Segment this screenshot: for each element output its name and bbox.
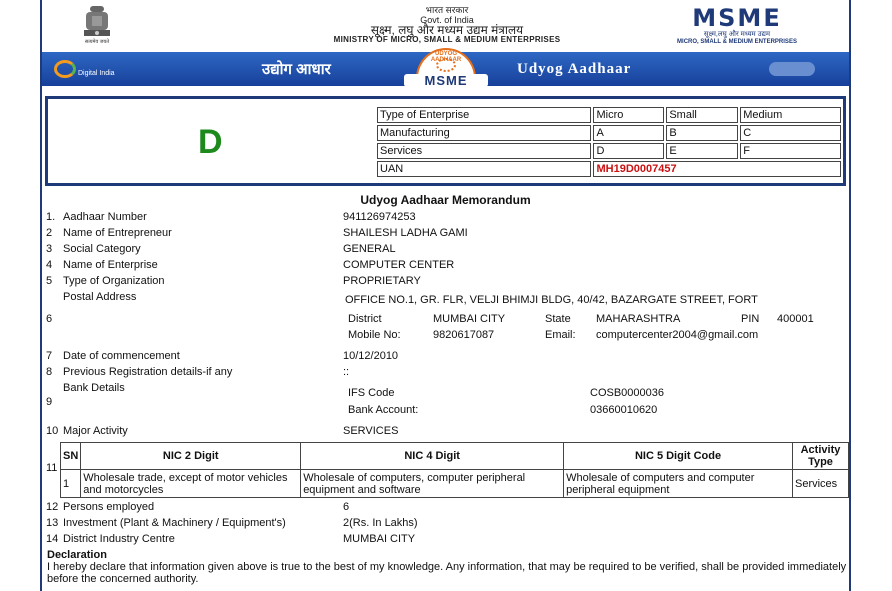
declaration-text: I hereby declare that information given above is true to the best of my knowledge. Any information, that may be required to be verified, shall be provided immediately before the concerned authority. bbox=[47, 561, 847, 585]
table-cell: Services bbox=[377, 143, 591, 159]
column-header: NIC 5 Digit Code bbox=[564, 443, 793, 470]
field-number: 7 bbox=[46, 350, 53, 362]
emblem-caption: सत्यमेव जयते bbox=[84, 39, 110, 45]
mobile-label: Mobile No: bbox=[348, 329, 401, 341]
uan-label: UAN bbox=[377, 161, 591, 177]
field-number: 14 bbox=[46, 533, 59, 545]
field-number: 5 bbox=[46, 275, 53, 287]
field-number: 8 bbox=[46, 366, 53, 378]
table-cell: Services bbox=[792, 470, 848, 498]
digital-india-text: Digital India bbox=[78, 70, 115, 77]
mobile-value: 9820617087 bbox=[433, 329, 495, 341]
account-label: Bank Account: bbox=[348, 404, 419, 416]
govt-english: Govt. of India bbox=[420, 15, 474, 25]
table-header-row bbox=[61, 443, 849, 470]
field-value: 10/12/2010 bbox=[343, 350, 399, 362]
msme-logo bbox=[662, 6, 812, 45]
table-cell: B bbox=[666, 125, 738, 141]
table-cell: Small bbox=[666, 107, 738, 123]
field-label: Aadhaar Number bbox=[63, 211, 147, 223]
column-header: Activity Type bbox=[792, 443, 848, 470]
table-row bbox=[377, 107, 841, 123]
district-value: MUMBAI CITY bbox=[433, 313, 506, 325]
table-row bbox=[377, 143, 841, 159]
email-value: computercenter2004@gmail.com bbox=[596, 329, 759, 341]
logo-arc-text: UDYOG AADHAAR bbox=[430, 51, 462, 63]
field-value: 2(Rs. In Lakhs) bbox=[343, 517, 418, 529]
account-value: 03660010620 bbox=[590, 404, 658, 416]
enterprise-classification-box bbox=[45, 96, 846, 186]
digital-india-logo bbox=[54, 58, 134, 80]
table-cell: 1 bbox=[61, 470, 81, 498]
table-cell: Wholesale of computers and computer peripheral equipment bbox=[564, 470, 793, 498]
field-number: 4 bbox=[46, 259, 53, 271]
field-value: PROPRIETARY bbox=[343, 275, 421, 287]
enterprise-type-table bbox=[375, 105, 843, 179]
field-label: Postal Address bbox=[63, 291, 137, 303]
ministry-english: MINISTRY OF MICRO, SMALL & MEDIUM ENTERPRISES bbox=[333, 35, 561, 44]
pin-label: PIN bbox=[741, 313, 760, 325]
email-label: Email: bbox=[545, 329, 576, 341]
table-cell: Wholesale of computers, computer peripheral equipment and software bbox=[301, 470, 564, 498]
field-label: Investment (Plant & Machinery / Equipment's) bbox=[63, 517, 286, 529]
field-label: Name of Entrepreneur bbox=[63, 227, 172, 239]
table-cell: Micro bbox=[593, 107, 664, 123]
field-label: Major Activity bbox=[63, 425, 128, 437]
msme-logo-text: MSME bbox=[692, 4, 782, 32]
field-number: 9 bbox=[46, 396, 53, 408]
field-value: COMPUTER CENTER bbox=[343, 259, 455, 271]
field-label: Type of Organization bbox=[63, 275, 165, 287]
ifs-label: IFS Code bbox=[348, 387, 395, 399]
digital-india-icon bbox=[54, 60, 76, 78]
field-label: Persons employed bbox=[63, 501, 155, 513]
table-row bbox=[377, 125, 841, 141]
certificate-page bbox=[40, 0, 851, 591]
column-header: NIC 2 Digit bbox=[81, 443, 301, 470]
state-label: State bbox=[545, 313, 571, 325]
ifs-value: COSB0000036 bbox=[590, 387, 664, 399]
field-number: 12 bbox=[46, 501, 59, 513]
udyog-aadhaar-logo bbox=[404, 48, 488, 88]
table-cell: F bbox=[740, 143, 841, 159]
field-label: Previous Registration details-if any bbox=[63, 366, 233, 378]
table-cell: A bbox=[593, 125, 664, 141]
table-cell: D bbox=[593, 143, 664, 159]
field-number: 1. bbox=[46, 211, 56, 223]
make-in-india-logo bbox=[769, 62, 815, 76]
declaration-heading: Declaration bbox=[47, 549, 107, 561]
banner-title-hindi: उद्योग आधार bbox=[262, 61, 331, 78]
pin-value: 400001 bbox=[777, 313, 814, 325]
field-label: Social Category bbox=[63, 243, 141, 255]
field-value: 6 bbox=[343, 501, 350, 513]
state-value: MAHARASHTRA bbox=[596, 313, 681, 325]
field-value: GENERAL bbox=[343, 243, 396, 255]
column-header: SN bbox=[61, 443, 81, 470]
uan-value: MH19D0007457 bbox=[593, 161, 841, 177]
field-number: 11 bbox=[46, 462, 58, 474]
field-label: Date of commencement bbox=[63, 350, 180, 362]
banner-title-english: Udyog Aadhaar bbox=[517, 61, 632, 77]
field-label: Bank Details bbox=[63, 382, 125, 394]
udyog-aadhaar-banner bbox=[42, 52, 849, 86]
nic-code-table bbox=[60, 442, 849, 498]
field-number: 3 bbox=[46, 243, 53, 255]
uan-row bbox=[377, 161, 841, 177]
field-value: SERVICES bbox=[343, 425, 399, 437]
header bbox=[42, 0, 849, 52]
government-title bbox=[302, 5, 592, 45]
field-value: 941126974253 bbox=[343, 211, 416, 223]
msme-sub-hindi: सूक्ष्म,लघु और मध्यम उद्यम bbox=[703, 31, 771, 38]
govt-hindi: भारत सरकार bbox=[425, 5, 469, 15]
field-label: Name of Enterprise bbox=[63, 259, 158, 271]
field-number: 13 bbox=[46, 517, 59, 529]
table-cell: Medium bbox=[740, 107, 841, 123]
district-label: District bbox=[348, 313, 382, 325]
msme-sub-english: MICRO, SMALL & MEDIUM ENTERPRISES bbox=[677, 39, 797, 45]
table-cell: C bbox=[740, 125, 841, 141]
category-letter: D bbox=[198, 123, 223, 161]
table-row bbox=[61, 470, 849, 498]
ministry-hindi: सूक्ष्म, लघु और मध्यम उद्यम मंत्रालय bbox=[370, 23, 524, 37]
table-cell: Manufacturing bbox=[377, 125, 591, 141]
field-label: District Industry Centre bbox=[63, 533, 175, 545]
address-line: OFFICE NO.1, GR. FLR, VELJI BHIMJI BLDG, 40/42, BAZARGATE STREET, FORT bbox=[345, 294, 758, 306]
field-number: 6 bbox=[46, 313, 53, 325]
table-cell: E bbox=[666, 143, 738, 159]
field-value: :: bbox=[343, 366, 350, 378]
memorandum-title: Udyog Aadhaar Memorandum bbox=[360, 193, 531, 207]
field-value: SHAILESH LADHA GAMI bbox=[343, 227, 468, 239]
field-number: 2 bbox=[46, 227, 53, 239]
column-header: NIC 4 Digit bbox=[301, 443, 564, 470]
fingerprint-icon bbox=[436, 58, 456, 72]
logo-msme-text: MSME bbox=[404, 74, 488, 87]
field-number: 10 bbox=[46, 425, 59, 437]
table-cell: Wholesale trade, except of motor vehicles and motorcycles bbox=[81, 470, 301, 498]
table-cell: Type of Enterprise bbox=[377, 107, 591, 123]
field-value: MUMBAI CITY bbox=[343, 533, 416, 545]
